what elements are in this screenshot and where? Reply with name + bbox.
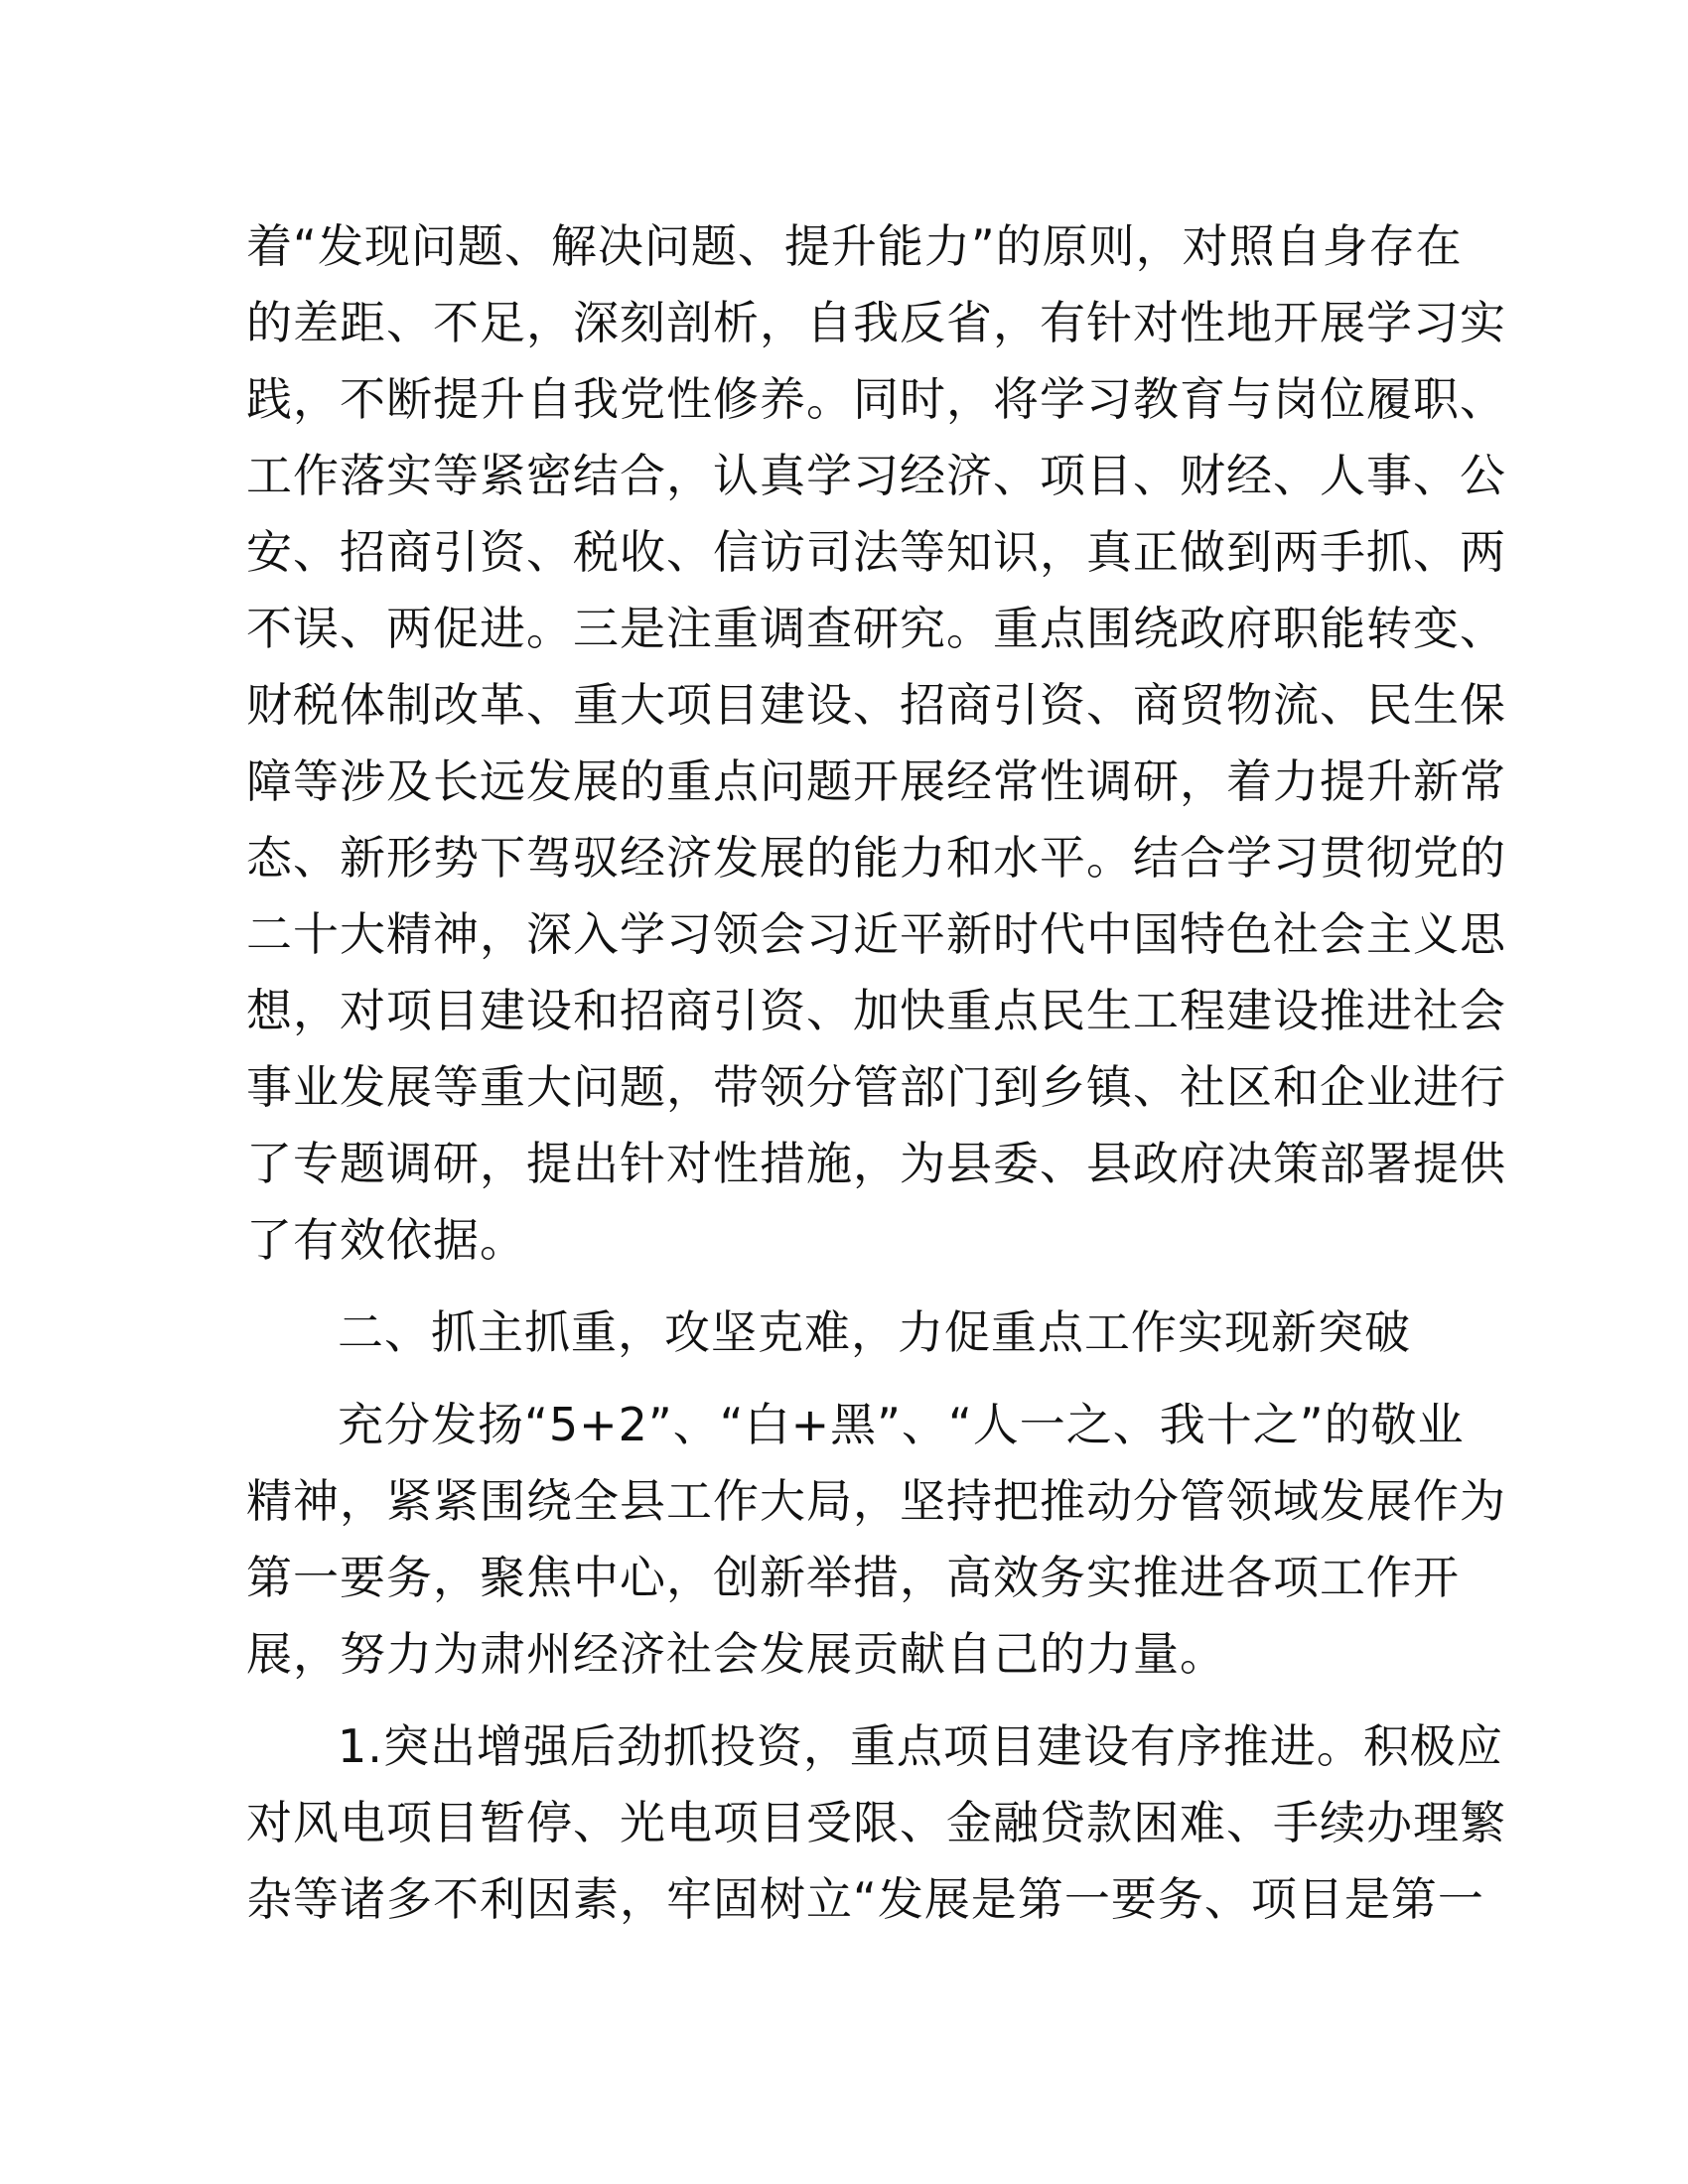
text-line: 充分发扬“5+2”、“白+黑”、“人一之、我十之”的敬业 — [338, 1398, 1465, 1451]
text-line: 对风电项目暂停、光电项目受限、金融贷款困难、手续办理繁 — [246, 1796, 1506, 1849]
paragraph-1 — [246, 208, 1506, 1279]
text-line: 安、招商引资、税收、信访司法等知识，真正做到两手抓、两 — [246, 525, 1506, 579]
text-line: 障等涉及长远发展的重点问题开展经常性调研，着力提升新常 — [246, 754, 1506, 808]
text-line: 想，对项目建设和招商引资、加快重点民生工程建设推进社会 — [246, 984, 1506, 1037]
text-line: 态、新形势下驾驭经济发展的能力和水平。结合学习贯彻党的 — [246, 831, 1506, 885]
text-line: 的差距、不足，深刻剖析，自我反省，有针对性地开展学习实 — [246, 296, 1506, 349]
text-line: 1.突出增强后劲抓投资，重点项目建设有序推进。积极应 — [338, 1719, 1503, 1773]
text-line: 杂等诸多不利因素，牢固树立“发展是第一要务、项目是第一 — [246, 1872, 1484, 1926]
text-line: 第一要务，聚焦中心，创新举措，高效务实推进各项工作开 — [246, 1551, 1460, 1604]
text-line: 工作落实等紧密结合，认真学习经济、项目、财经、人事、公 — [246, 449, 1506, 502]
text-line: 了有效依据。 — [246, 1213, 526, 1267]
text-line: 财税体制改革、重大项目建设、招商引资、商贸物流、民生保 — [246, 678, 1506, 732]
document-body — [246, 208, 1506, 1938]
text-line: 事业发展等重大问题，带领分管部门到乡镇、社区和企业进行 — [246, 1060, 1506, 1114]
paragraph-2 — [246, 1387, 1506, 1693]
text-line: 着“发现问题、解决问题、提升能力”的原则，对照自身存在 — [246, 219, 1463, 273]
text-line: 精神，紧紧围绕全县工作大局，坚持把推动分管领域发展作为 — [246, 1474, 1506, 1528]
text-line: 展，努力为肃州经济社会发展贡献自己的力量。 — [246, 1627, 1226, 1681]
text-line: 二十大精神，深入学习领会习近平新时代中国特色社会主义思 — [246, 907, 1506, 961]
text-line: 不误、两促进。三是注重调查研究。重点围绕政府职能转变、 — [246, 602, 1506, 655]
text-line: 践，不断提升自我党性修养。同时，将学习教育与岗位履职、 — [246, 372, 1506, 426]
text-line: 了专题调研，提出针对性措施，为县委、县政府决策部署提供 — [246, 1137, 1506, 1190]
paragraph-3 — [246, 1708, 1506, 1938]
section-heading: 二、抓主抓重，攻坚克难，力促重点工作实现新突破 — [338, 1305, 1411, 1359]
